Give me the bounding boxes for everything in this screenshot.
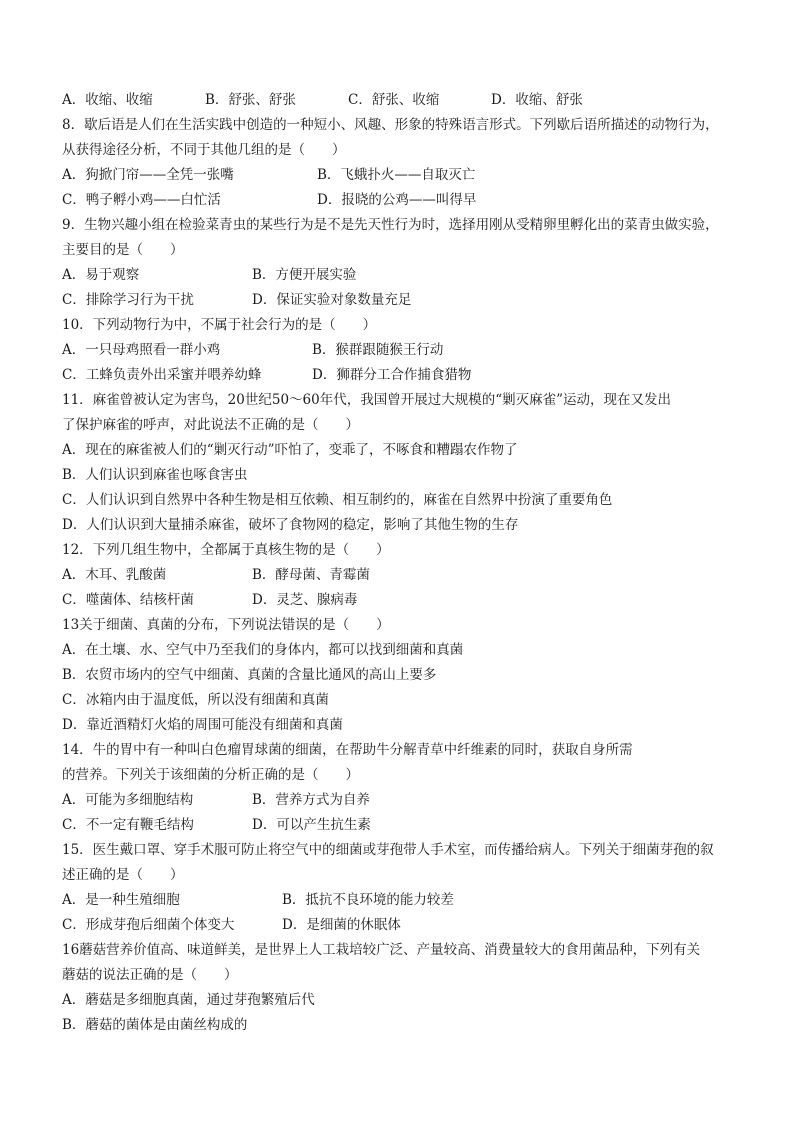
q15-option-d: D．是细菌的休眠体 bbox=[282, 917, 401, 933]
q9-options-row1 bbox=[62, 263, 752, 288]
q12-option-a: A．木耳、乳酸菌 bbox=[62, 567, 167, 583]
q7-option-a: A．收缩、收缩 bbox=[62, 92, 153, 108]
q11-option-b: B．人们认识到麻雀也啄食害虫 bbox=[62, 467, 248, 483]
q8-option-b: B．飞蛾扑火——自取灭亡 bbox=[317, 167, 476, 183]
q14-stem-line1: 14．牛的胃中有一种叫白色瘤胃球菌的细菌，在帮助牛分解青草中纤维素的同时，获取自身所需 bbox=[62, 742, 633, 758]
q8-option-c: C．鸭子孵小鸡——白忙活 bbox=[62, 192, 221, 208]
q14-option-a: A．可能为多细胞结构 bbox=[62, 792, 194, 808]
q15-stem-line1: 15．医生戴口罩、穿手术服可防止将空气中的细菌或芽孢带人手术室，而传播给病人。下列关于细菌芽孢的叙 bbox=[62, 842, 714, 858]
q8-stem-line1: 8．歇后语是人们在生活实践中创造的一种短小、风趣、形象的特殊语言形式。下列歇后语所描述的动物行为， bbox=[62, 117, 719, 133]
q10-option-d: D．狮群分工合作捕食猎物 bbox=[312, 367, 472, 383]
q14-options-row2 bbox=[62, 813, 752, 838]
q12-options-row1 bbox=[62, 563, 752, 588]
q13-option-d: D．靠近酒精灯火焰的周围可能没有细菌和真菌 bbox=[62, 717, 343, 733]
q9-stem-line2: 主要目的是（ ） bbox=[62, 242, 184, 258]
q8-stem-line2: 从获得途径分析，不同于其他几组的是（ ） bbox=[62, 142, 346, 158]
q11-stem-line1: 11．麻雀曾被认定为害鸟，20世纪50～60年代，我国曾开展过大规模的“剿灭麻雀”运动，现在又发出 bbox=[62, 392, 672, 408]
q7-options bbox=[62, 88, 752, 113]
q9-option-a: A．易于观察 bbox=[62, 267, 140, 283]
q9-option-c: C．排除学习行为干扰 bbox=[62, 292, 194, 308]
q10-option-a: A．一只母鸡照看一群小鸡 bbox=[62, 342, 221, 358]
question-list bbox=[62, 88, 752, 1038]
q8-option-a: A．狗掀门帘——全凭一张嘴 bbox=[62, 167, 234, 183]
q12-option-b: B．酵母菌、青霉菌 bbox=[252, 567, 370, 583]
q16-option-b: B．蘑菇的菌体是由菌丝构成的 bbox=[62, 1017, 248, 1033]
q7-option-c: C．舒张、收缩 bbox=[348, 92, 440, 108]
q9-option-d: D．保证实验对象数量充足 bbox=[252, 292, 412, 308]
q15-option-a: A．是一种生殖细胞 bbox=[62, 892, 180, 908]
q14-option-d: D．可以产生抗生素 bbox=[252, 817, 371, 833]
q8-option-d: D．报晓的公鸡——叫得早 bbox=[317, 192, 477, 208]
q8-options-row1 bbox=[62, 163, 752, 188]
q12-options-row2 bbox=[62, 588, 752, 613]
q12-option-d: D．灵芝、腺病毒 bbox=[252, 592, 358, 608]
q15-options-row2 bbox=[62, 913, 752, 938]
q11-option-c: C．人们认识到自然界中各种生物是相互依赖、相互制约的，麻雀在自然界中扮演了重要角色 bbox=[62, 492, 613, 508]
q16-option-a: A．蘑菇是多细胞真菌，通过芽孢繁殖后代 bbox=[62, 992, 315, 1008]
q15-option-c: C．形成芽孢后细菌个体变大 bbox=[62, 917, 235, 933]
q15-option-b: B．抵抗不良环境的能力较差 bbox=[282, 892, 454, 908]
q13-stem: 13关于细菌、真菌的分布，下列说法错误的是（ ） bbox=[62, 617, 390, 633]
q14-option-c: C．不一定有鞭毛结构 bbox=[62, 817, 194, 833]
q10-option-c: C．工蜂负责外出采蜜并喂养幼蜂 bbox=[62, 367, 262, 383]
q12-option-c: C．噬菌体、结核杆菌 bbox=[62, 592, 194, 608]
q9-options-row2 bbox=[62, 288, 752, 313]
q14-option-b: B．营养方式为自养 bbox=[252, 792, 370, 808]
q13-option-a: A．在土壤、水、空气中乃至我们的身体内，都可以找到细菌和真菌 bbox=[62, 642, 464, 658]
q15-options-row1 bbox=[62, 888, 752, 913]
q16-stem-line2: 蘑菇的说法正确的是（ ） bbox=[62, 967, 238, 983]
q8-options-row2 bbox=[62, 188, 752, 213]
q14-options-row1 bbox=[62, 788, 752, 813]
q10-options-row1 bbox=[62, 338, 752, 363]
q14-stem-line2: 的营养。下列关于该细菌的分析正确的是（ ） bbox=[62, 767, 359, 783]
q10-options-row2 bbox=[62, 363, 752, 388]
q13-option-c: C．冰箱内由于温度低，所以没有细菌和真菌 bbox=[62, 692, 329, 708]
q7-option-d: D．收缩、舒张 bbox=[491, 92, 583, 108]
q10-stem: 10．下列动物行为中，不属于社会行为的是（ ） bbox=[62, 317, 377, 333]
q9-stem-line1: 9．生物兴趣小组在检验菜青虫的某些行为是不是先天性行为时，选择用刚从受精卵里孵化出的菜青虫做实验， bbox=[62, 217, 719, 233]
q10-option-b: B．猴群跟随猴王行动 bbox=[312, 342, 444, 358]
q15-stem-line2: 述正确的是（ ） bbox=[62, 867, 184, 883]
q7-option-b: B．舒张、舒张 bbox=[205, 92, 296, 108]
q11-option-d: D．人们认识到大量捕杀麻雀，破坏了食物网的稳定，影响了其他生物的生存 bbox=[62, 517, 519, 533]
q13-option-b: B．农贸市场内的空气中细菌、真菌的含量比通风的高山上要多 bbox=[62, 667, 437, 683]
q9-option-b: B．方便开展实验 bbox=[252, 267, 357, 283]
q16-stem-line1: 16蘑菇营养价值高、味道鲜美，是世界上人工栽培较广泛、产量较高、消费量较大的食用菌品种，下列有关 bbox=[62, 942, 701, 958]
q12-stem: 12．下列几组生物中，全都属于真核生物的是（ ） bbox=[62, 542, 390, 558]
q11-stem-line2: 了保护麻雀的呼声，对此说法不正确的是（ ） bbox=[62, 417, 359, 433]
q11-option-a: A．现在的麻雀被人们的“剿灭行动”吓怕了，变乖了，不啄食和糟蹋农作物了 bbox=[62, 442, 518, 458]
